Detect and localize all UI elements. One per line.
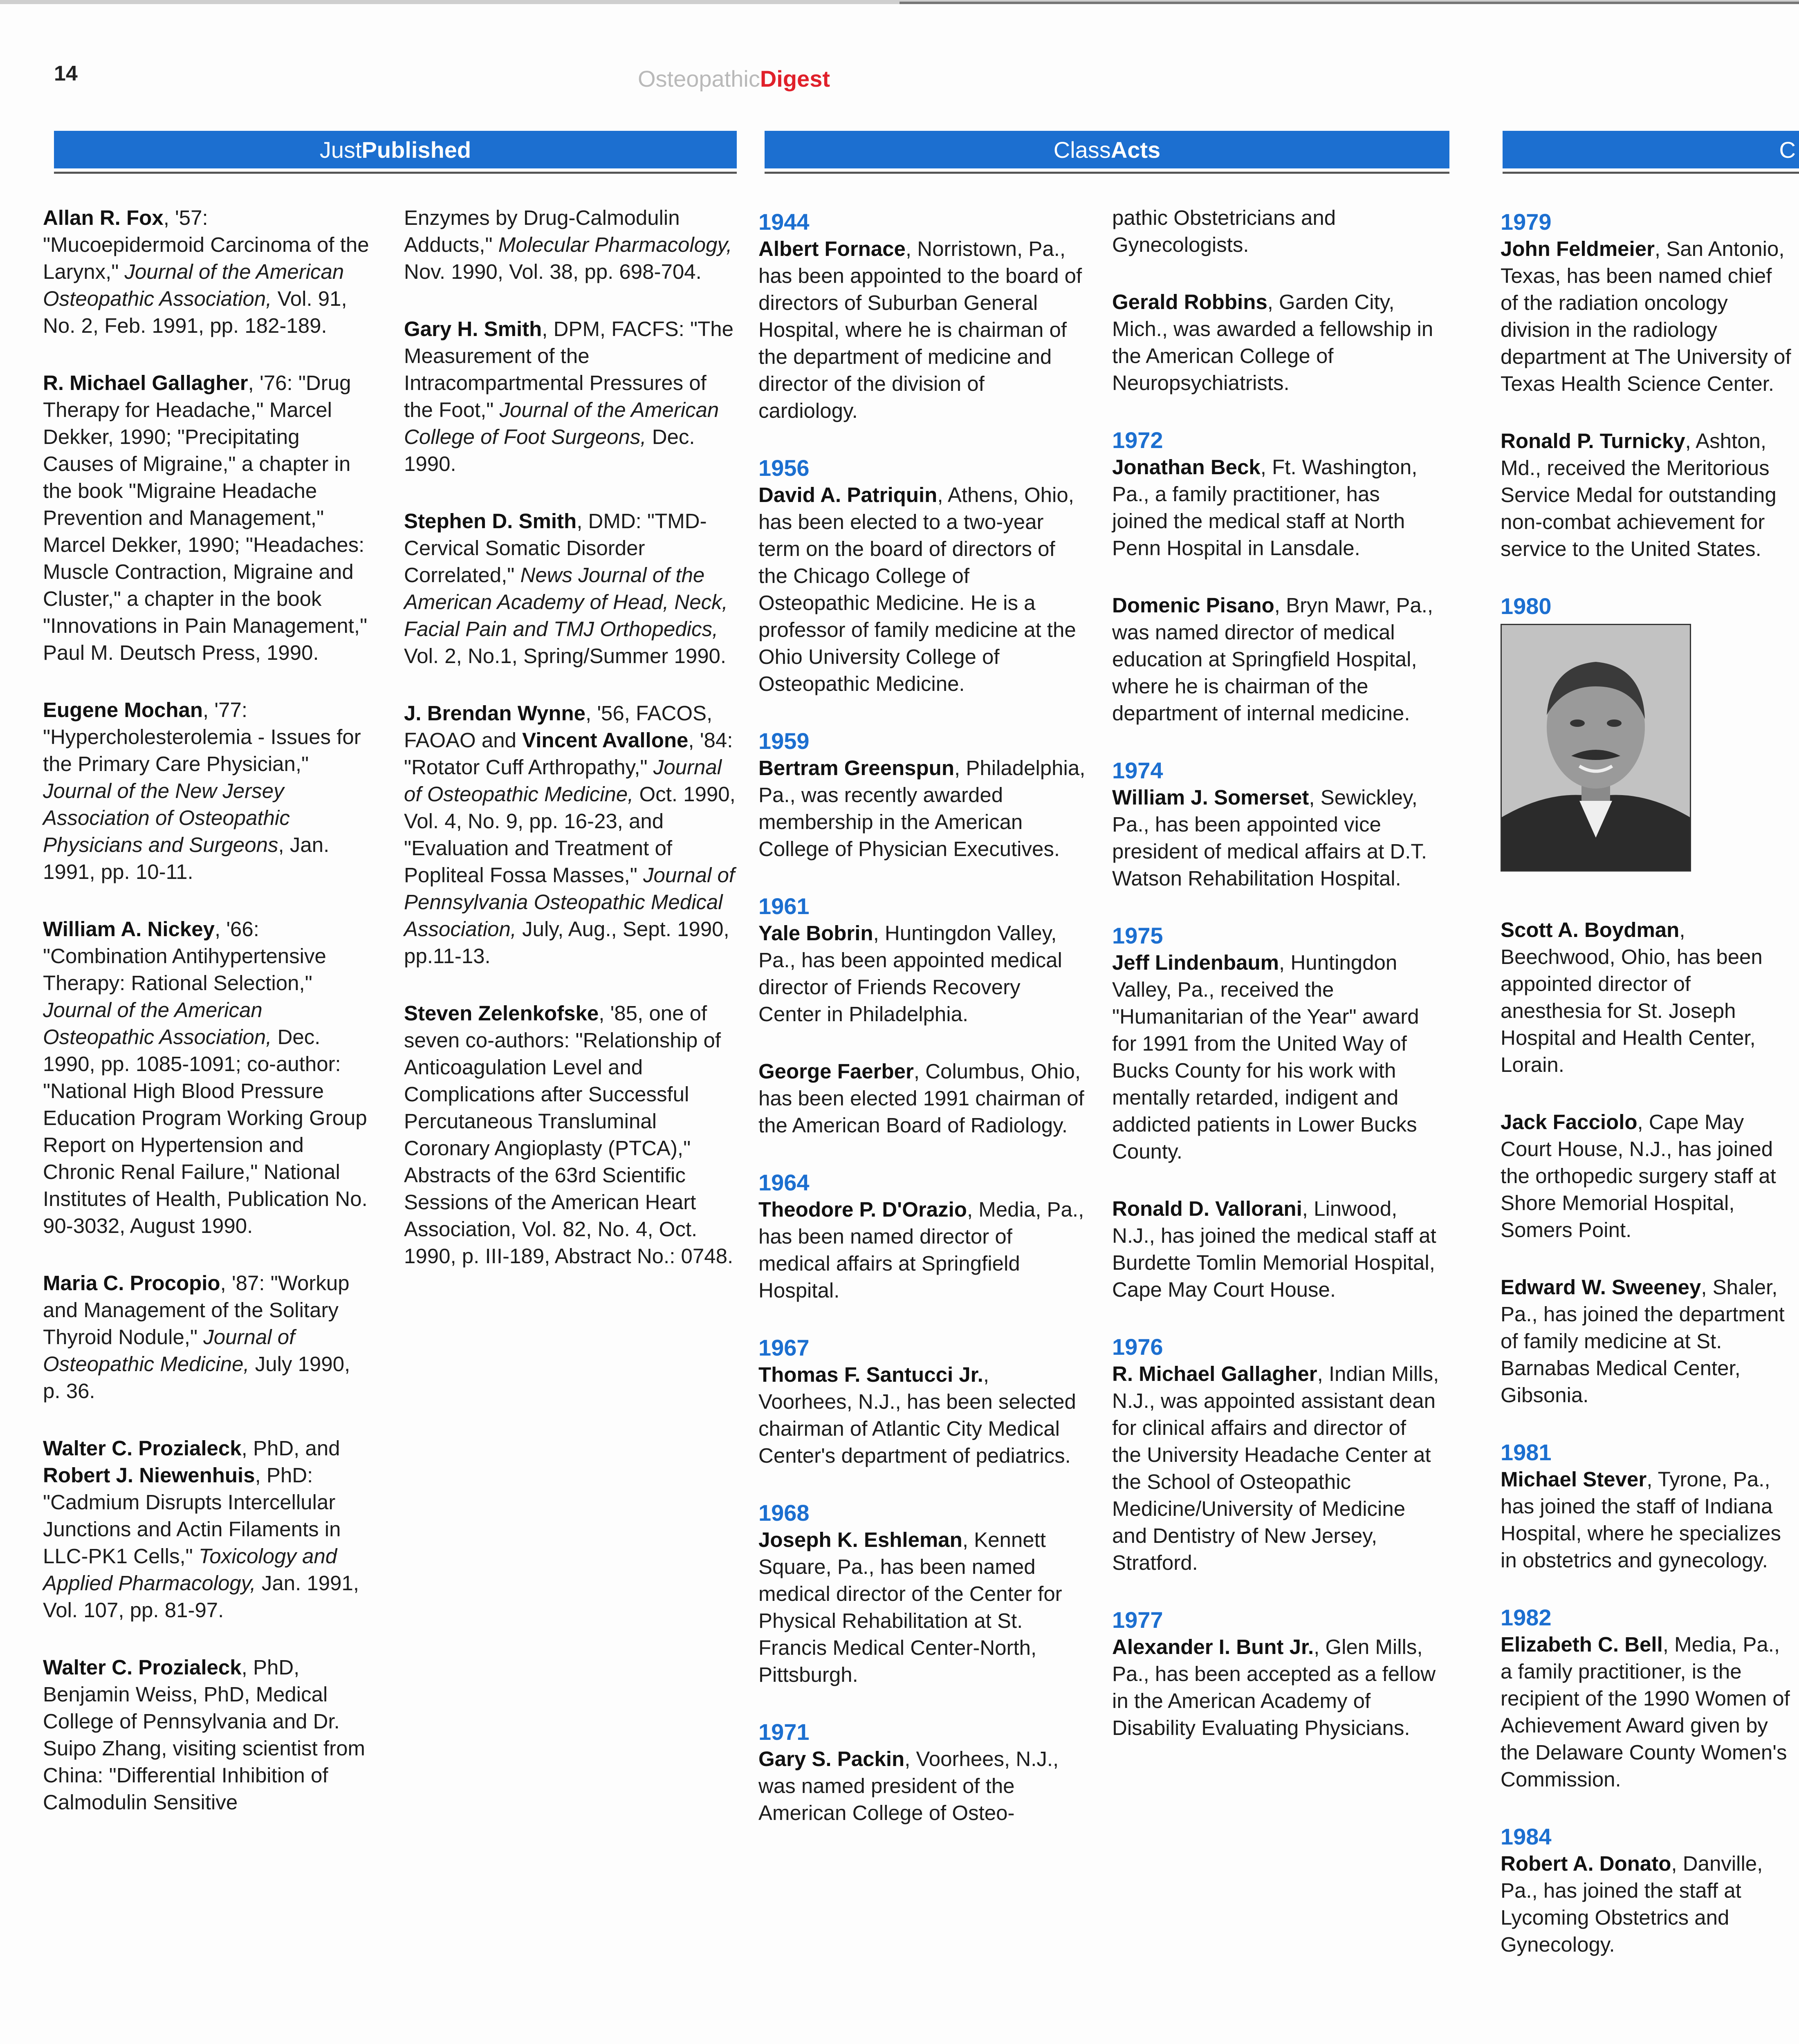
class-year-group [758, 1719, 1086, 1827]
masthead [638, 65, 830, 92]
author-name: Walter C. Prozialeck [43, 1656, 242, 1679]
publication-entry [43, 916, 370, 1239]
alumni-note: , Tyrone, Pa., has joined the staff of Indiana Hospital, where he specializes in obstetrics and gynecology. [1501, 1468, 1781, 1572]
alumni-note: , Danville, Pa., has joined the staff at Lycoming Obstetrics and Gynecology. [1501, 1852, 1763, 1956]
class-year-group [1501, 208, 1795, 563]
alumni-entry [758, 482, 1086, 697]
citation-text: , DMD: "TMD-Cervical Somatic Disorder Correlated," [404, 509, 707, 587]
class-year: 1972 [1112, 427, 1163, 453]
alumni-note: , Glen Mills, Pa., has been accepted as a fellow in the American Academy of Disability Evaluating Physicians. [1112, 1635, 1436, 1739]
alumni-entry [1112, 1195, 1439, 1303]
journal-title: Journal of Pennsylvania Osteopathic Medical Association, [404, 863, 735, 941]
alumni-name: George Faerber [758, 1060, 914, 1083]
class-year-group [758, 1499, 1086, 1688]
band-light: C [1779, 137, 1796, 163]
class-year-group [758, 893, 1086, 1139]
author-name: J. Brendan Wynne [404, 702, 585, 725]
citation-text: , '57: "Mucoepidermoid Carcinoma of the Larynx," [43, 206, 369, 283]
author-name: Allan R. Fox [43, 206, 164, 229]
alumni-note: , Huntingdon Valley, Pa., received the "Humanitarian of the Year" award for 1991 from the United Way of Bucks County for his work with mentally retarded, indigent and addicted patients in Lower Bucks County. [1112, 951, 1419, 1163]
portrait-illustration [1502, 625, 1690, 870]
citation-text: , '66: "Combination Antihypertensive Therapy: Rational Selection," [43, 917, 326, 995]
class-acts-column-2 [1112, 204, 1439, 1772]
band-light: Class [1053, 137, 1111, 163]
alumni-entry [758, 1058, 1086, 1139]
citation-text: , '77: "Hypercholesterolemia - Issues for the Primary Care Physician," [43, 698, 361, 775]
alumni-note: , San Antonio, Texas, has been named chief of the radiation oncology division in the radiology department at The University of Texas Health Science Center. [1501, 237, 1791, 395]
author-name: William A. Nickey [43, 917, 215, 941]
class-year: 1967 [758, 1335, 810, 1360]
class-year-group [758, 1169, 1086, 1304]
author-name: Stephen D. Smith [404, 509, 577, 533]
class-year-group [1112, 1607, 1439, 1741]
publication-entry [404, 316, 739, 477]
section-band-class-acts [765, 131, 1449, 168]
alumni-name: R. Michael Gallagher [1112, 1362, 1317, 1385]
citation-text: , DPM, FACFS: "The Measurement of the Intracompartmental Pressures of the Foot," [404, 317, 734, 421]
alumni-name: Jack Facciolo [1501, 1110, 1637, 1134]
author-name: Steven Zelenkofske [404, 1002, 599, 1025]
journal-title: Journal of Osteopathic Medicine, [43, 1325, 295, 1376]
alumni-name: Alexander I. Bunt Jr. [1112, 1635, 1314, 1659]
alumni-note: , Media, Pa., a family practitioner, is the recipient of the 1990 Women of Achievement Award given by the Delaware County Women's Commission. [1501, 1633, 1790, 1791]
author-name: Eugene Mochan [43, 698, 203, 722]
alumni-entry [1501, 428, 1795, 563]
alumni-note: , Bryn Mawr, Pa., was named director of medical education at Springfield Hospital, where he is chairman of the department of internal medicine. [1112, 594, 1433, 725]
class-year-group [758, 728, 1086, 863]
alumni-name: Albert Fornace [758, 237, 906, 260]
alumni-note: , Ft. Washington, Pa., a family practitioner, has joined the medical staff at North Penn Hospital in Lansdale. [1112, 455, 1418, 560]
class-year-group [758, 1334, 1086, 1469]
alumni-note: , Ashton, Md., received the Meritorious Service Medal for outstanding non-combat achievement for service to the United States. [1501, 429, 1777, 560]
alumni-name: Elizabeth C. Bell [1501, 1633, 1663, 1656]
class-year-group [1501, 593, 1795, 620]
alumni-entry [758, 235, 1086, 424]
top-edge-dark [900, 2, 1799, 4]
citation-text: Oct. 1990, Vol. 4, No. 9, pp. 16-23, and "Evaluation and Treatment of Popliteal Fossa Masses," [404, 782, 736, 887]
alumni-note: , Media, Pa., has been named director of medical affairs at Springfield Hospital. [758, 1198, 1084, 1302]
section-band-third [1503, 131, 1799, 168]
publication-entry [43, 204, 370, 339]
class-acts-column-3 [1501, 204, 1795, 1988]
alumni-note: pathic Obstetricians and Gynecologists. [1112, 206, 1336, 256]
citation-text: Jan. 1991, Vol. 107, pp. 81-97. [43, 1571, 359, 1622]
section-rule [1503, 172, 1799, 174]
class-year-group [1112, 1334, 1439, 1576]
journal-title: Journal of the New Jersey Association of Osteopathic Physicians and Surgeons [43, 779, 290, 856]
publication-entry [43, 1654, 370, 1816]
alumni-note: , Beechwood, Ohio, has been appointed director of anesthesia for St. Joseph Hospital and Health Center, Lorain. [1501, 918, 1763, 1076]
alumni-name: Ronald P. Turnicky [1501, 429, 1685, 453]
alumni-entry [1112, 949, 1439, 1165]
alumni-name: Jonathan Beck [1112, 455, 1261, 479]
citation-text: Enzymes by Drug-Calmodulin Adducts," [404, 206, 680, 256]
alumni-note: , Philadelphia, Pa., was recently awarded membership in the American College of Physician Executives. [758, 756, 1086, 861]
alumni-entry [758, 755, 1086, 863]
page-number: 14 [54, 62, 78, 85]
journal-title: Journal of the American Osteopathic Association, [43, 260, 344, 310]
journal-title: News Journal of the American Academy of Head, Neck, Facial Pain and TMJ Orthopedics, [404, 563, 728, 641]
publication-entry [43, 370, 370, 666]
class-year: 1971 [758, 1719, 810, 1745]
alumni-note: , Cape May Court House, N.J., has joined the orthopedic surgery staff at Shore Memorial Hospital, Somers Point. [1501, 1110, 1776, 1242]
alumni-note: , Indian Mills, N.J., was appointed assistant dean for clinical affairs and director of the University Headache Center at the School of Osteopathic Medicine/University of Medicine and Dentistry of New Jersey, Stratford. [1112, 1362, 1439, 1574]
section-rule [765, 172, 1449, 174]
publication-entry [43, 1435, 370, 1624]
alumni-note: , Huntingdon Valley, Pa., has been appointed medical director of Friends Recovery Center in Philadelphia. [758, 921, 1062, 1026]
alumni-name: Thomas F. Santucci Jr. [758, 1363, 983, 1386]
alumni-name: Joseph K. Eshleman [758, 1528, 962, 1551]
class-year-group [1501, 1823, 1795, 1958]
class-year: 1944 [758, 209, 810, 235]
citation-text: , PhD, Benjamin Weiss, PhD, Medical College of Pennsylvania and Dr. Suipo Zhang, visiting scientist from China: "Differential Inhibition of Calmodulin Sensitive [43, 1656, 366, 1814]
alumni-entry [1112, 204, 1439, 258]
class-year: 1968 [758, 1500, 810, 1526]
citation-text: , Jan. 1991, pp. 10-11. [43, 833, 330, 883]
publication-entry [404, 204, 739, 285]
alumni-name: Gary S. Packin [758, 1747, 905, 1771]
class-year: 1956 [758, 455, 810, 481]
journal-title: Toxicology and Applied Pharmacology, [43, 1544, 337, 1595]
author-name: Walter C. Prozialeck [43, 1437, 242, 1460]
alumni-note: , Columbus, Ohio, has been elected 1991 chairman of the American Board of Radiology. [758, 1060, 1084, 1137]
headshot-photo [1501, 624, 1691, 872]
masthead-bold: Digest [760, 66, 830, 92]
author-name: Gary H. Smith [404, 317, 542, 341]
class-year-group [1112, 204, 1439, 397]
alumni-entry [1501, 1850, 1795, 1958]
section-band-just-published [54, 131, 737, 168]
citation-text: , '87: "Workup and Management of the Solitary Thyroid Nodule," [43, 1271, 350, 1349]
publication-entry [404, 700, 739, 970]
band-bold: Published [361, 137, 471, 163]
alumni-entry [1501, 917, 1795, 1078]
alumni-entry [758, 1196, 1086, 1304]
alumni-name: Scott A. Boydman [1501, 918, 1680, 941]
class-year: 1964 [758, 1170, 810, 1195]
class-year: 1980 [1501, 593, 1552, 619]
alumni-entry [758, 1746, 1086, 1827]
journal-title: Journal of Osteopathic Medicine, [404, 755, 722, 806]
alumni-entry [758, 920, 1086, 1028]
citation-text: , PhD, and [241, 1437, 340, 1460]
citation-text: Dec. 1990, pp. 1085-1091; co-author: "National High Blood Pressure Education Program Working Group Report on Hypertension and Chronic Renal Failure," National Institutes of Health, Publication No. 90-3032, August 1990. [43, 1025, 368, 1237]
author-name: R. Michael Gallagher [43, 371, 248, 394]
author-name: Robert J. Niewenhuis [43, 1464, 255, 1487]
citation-text: July 1990, p. 36. [43, 1352, 350, 1403]
class-year-group [758, 455, 1086, 697]
alumni-entry [1501, 1109, 1795, 1244]
class-year: 1981 [1501, 1439, 1552, 1465]
author-name: Maria C. Procopio [43, 1271, 220, 1295]
citation-text: , '85, one of seven co-authors: "Relationship of Anticoagulation Level and Complications after Successful Percutaneous Transluminal Coronary Angioplasty (PTCA)," Abstracts of the 63rd Scientific Sessions of the American Heart Association, Vol. 82, No. 4, Oct. 1990, p. III-189, Abstract No.: 0748. [404, 1002, 734, 1268]
alumni-note: , Garden City, Mich., was awarded a fellowship in the American College of Neuropsychiatrists. [1112, 290, 1433, 394]
class-year: 1975 [1112, 923, 1163, 948]
alumni-name: Yale Bobrin [758, 921, 873, 945]
alumni-name: David A. Patriquin [758, 483, 938, 507]
alumni-name: Edward W. Sweeney [1501, 1275, 1701, 1299]
publication-entry [404, 508, 739, 670]
alumni-name: Jeff Lindenbaum [1112, 951, 1279, 974]
class-year: 1974 [1112, 758, 1163, 783]
alumni-note: , Athens, Ohio, has been elected to a two-year term on the board of directors of the Chicago College of Osteopathic Medicine. He is a professor of family medicine at the Ohio University College of Osteopathic Medicine. [758, 483, 1076, 695]
alumni-note: , Shaler, Pa., has joined the department of family medicine at St. Barnabas Medical Center, Gibsonia. [1501, 1275, 1785, 1407]
alumni-entry [1501, 1466, 1795, 1574]
class-year-group [1501, 1439, 1795, 1574]
class-year: 1979 [1501, 209, 1552, 235]
class-year: 1984 [1501, 1824, 1552, 1849]
class-year-group [1112, 922, 1439, 1303]
band-bold: Acts [1110, 137, 1161, 163]
masthead-light: Osteopathic [638, 66, 760, 92]
class-year-group [758, 208, 1086, 424]
alumni-entry [1112, 454, 1439, 562]
alumni-entry [758, 1526, 1086, 1688]
band-light: Just [319, 137, 362, 163]
alumni-name: William J. Somerset [1112, 786, 1309, 809]
citation-text: , '76: "Drug Therapy for Headache," Marcel Dekker, 1990; "Precipitating Causes of Migraine," a chapter in the book "Migraine Headache Prevention and Management," Marcel Dekker, 1990; "Headaches: Muscle Contraction, Migraine and Cluster," a chapter in the book "Innovations in Pain Management," Paul M. Deutsch Press, 1990. [43, 371, 368, 664]
citation-text: , '56, FACOS, FAOAO and [404, 702, 713, 752]
class-year-group [1501, 1604, 1795, 1793]
class-year: 1976 [1112, 1334, 1163, 1360]
class-year: 1959 [758, 728, 810, 754]
journal-title: Journal of the American Osteopathic Association, [43, 998, 272, 1049]
alumni-note: , Voorhees, N.J., was named president of the American College of Osteo- [758, 1747, 1059, 1824]
alumni-note: , Voorhees, N.J., has been selected chairman of Atlantic City Medical Center's department of pediatrics. [758, 1363, 1076, 1467]
alumni-entry [1112, 592, 1439, 727]
journal-title: Journal of the American College of Foot Surgeons, [404, 398, 719, 448]
section-rule [54, 172, 737, 174]
alumni-name: John Feldmeier [1501, 237, 1655, 260]
just-published-column-1 [43, 204, 370, 1846]
class-year-group [1501, 917, 1795, 1409]
alumni-note: , Linwood, N.J., has joined the medical staff at Burdette Tomlin Memorial Hospital, Cape May Court House. [1112, 1197, 1436, 1301]
citation-text: , PhD: "Cadmium Disrupts Intercellular Junctions and Actin Filaments in LLC-PK1 Cells," [43, 1464, 341, 1568]
class-year: 1982 [1501, 1605, 1552, 1630]
alumni-entry [758, 1361, 1086, 1469]
alumni-entry [1112, 1360, 1439, 1576]
journal-title: Molecular Pharmacology, [498, 233, 732, 256]
class-acts-column-1 [758, 204, 1086, 1857]
publication-entry [43, 1270, 370, 1405]
citation-text: , '84: "Rotator Cuff Arthropathy," [404, 728, 733, 779]
class-year-group [1112, 757, 1439, 892]
just-published-column-2 [404, 204, 739, 1300]
alumni-entry [1501, 235, 1795, 397]
alumni-note: , Kennett Square, Pa., has been named medical director of the Center for Physical Rehabilitation at St. Francis Medical Center-North, Pittsburgh. [758, 1528, 1062, 1686]
alumni-note: , Norristown, Pa., has been appointed to the board of directors of Suburban General Hospital, where he is chairman of the department of medicine and director of the division of cardiology. [758, 237, 1082, 422]
class-year-group [1112, 427, 1439, 727]
citation-text: Nov. 1990, Vol. 38, pp. 698-704. [404, 260, 702, 283]
alumni-entry [1501, 1274, 1795, 1409]
author-name: Vincent Avallone [522, 728, 689, 752]
class-year: 1977 [1112, 1607, 1163, 1633]
alumni-note: , Sewickley, Pa., has been appointed vice president of medical affairs at D.T. Watson Rehabilitation Hospital. [1112, 786, 1427, 890]
citation-text: July, Aug., Sept. 1990, pp.11-13. [404, 917, 729, 968]
alumni-name: Domenic Pisano [1112, 594, 1274, 617]
citation-text: Dec. 1990. [404, 425, 695, 475]
publication-entry [404, 1000, 739, 1270]
alumni-name: Michael Stever [1501, 1468, 1647, 1491]
publication-entry [43, 697, 370, 885]
alumni-entry [1501, 1631, 1795, 1793]
alumni-entry [1112, 1634, 1439, 1741]
alumni-name: Ronald D. Vallorani [1112, 1197, 1302, 1220]
citation-text: Vol. 2, No.1, Spring/Summer 1990. [404, 644, 727, 668]
class-year: 1961 [758, 893, 810, 919]
alumni-entry [1112, 784, 1439, 892]
alumni-name: Theodore P. D'Orazio [758, 1198, 967, 1221]
alumni-name: Bertram Greenspun [758, 756, 954, 780]
citation-text: Vol. 91, No. 2, Feb. 1991, pp. 182-189. [43, 287, 347, 337]
alumni-name: Gerald Robbins [1112, 290, 1267, 314]
alumni-name: Robert A. Donato [1501, 1852, 1671, 1875]
alumni-entry [1112, 289, 1439, 397]
